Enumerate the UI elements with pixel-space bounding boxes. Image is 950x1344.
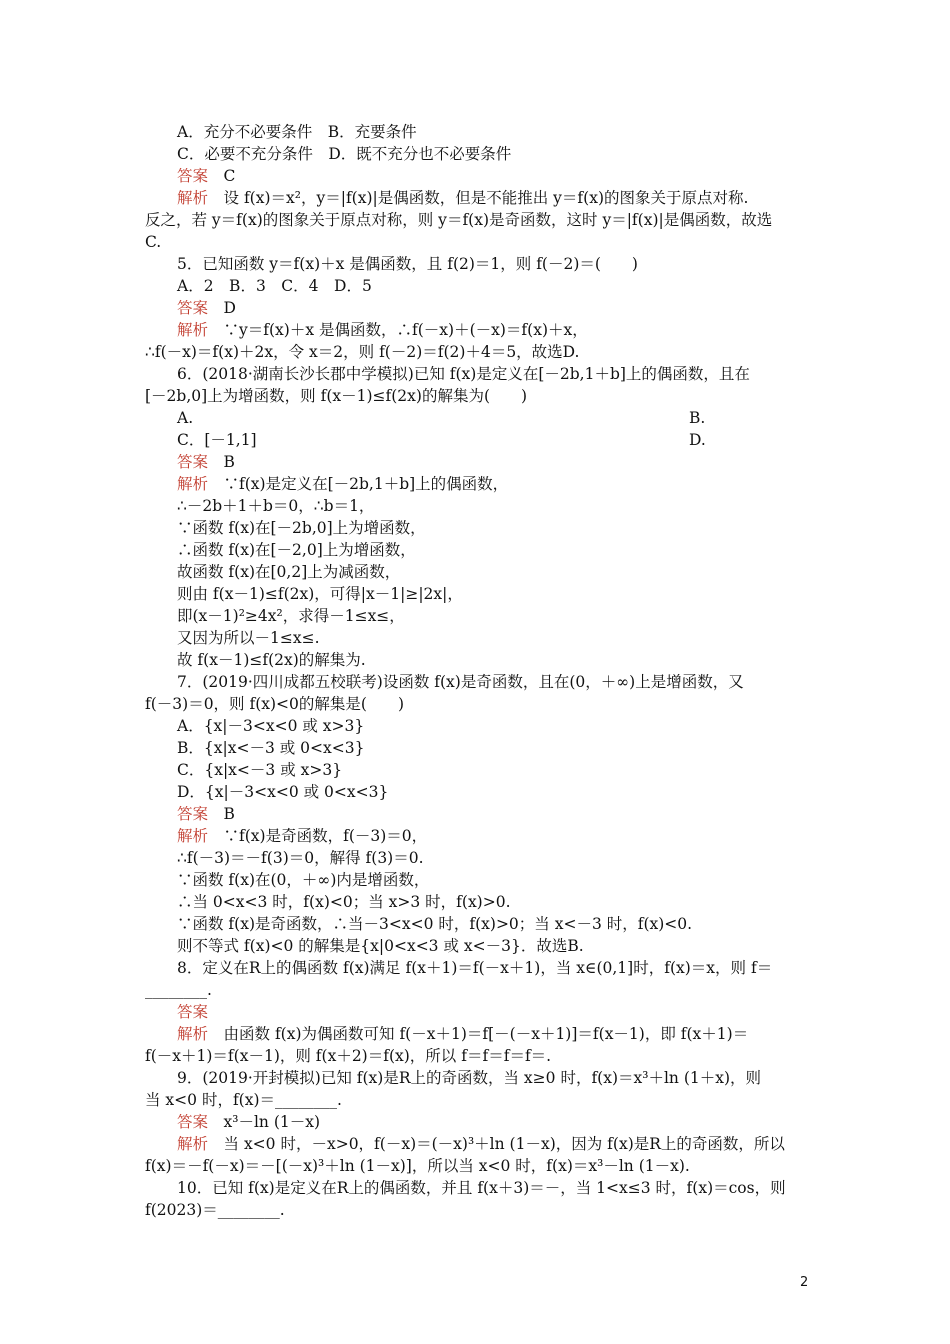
line-text: ________. <box>145 981 212 999</box>
text-line <box>145 341 579 363</box>
text-line <box>177 1177 786 1199</box>
text-line <box>177 715 364 737</box>
text-line <box>177 561 400 583</box>
line-text: 则由 f(x－1)≤f(2x)，可得|x－1|≥|2x|， <box>177 585 463 603</box>
line-text: [－2b,0]上为增函数，则 f(x－1)≤f(2x)的解集为( ) <box>145 387 528 405</box>
text-line <box>177 627 320 649</box>
line-text: 则不等式 f(x)<0 的解集是{x|0<x<3 或 x<－3}．故选B. <box>177 937 584 955</box>
text-line <box>177 583 463 605</box>
text-line <box>177 495 374 517</box>
line-text: ∵y＝f(x)＋x 是偶函数，∴f(－x)＋(－x)＝f(x)＋x， <box>208 321 588 339</box>
text-line <box>177 913 692 935</box>
text-line <box>177 1133 785 1155</box>
text-line <box>177 473 508 495</box>
line-text: ∵函数 f(x)是奇函数，∴当－3<x<0 时，f(x)>0；当 x<－3 时，f(x)<0. <box>177 915 693 933</box>
line-text: B <box>208 805 235 823</box>
line-text: ∴函数 f(x)在[－2,0]上为增函数， <box>177 541 416 559</box>
line-text: 设 f(x)＝x²，y＝|f(x)|是偶函数，但是不能推出 y＝f(x)的图象关于原点对称. <box>208 189 749 207</box>
text-line <box>177 671 744 693</box>
line-text: 9．(2019·开封模拟)已知 f(x)是R上的奇函数，当 x≥0 时，f(x)＝x³＋ln (1＋x)，则 <box>177 1069 762 1087</box>
line-text: 即(x－1)²≥4x²，求得－1≤x≤， <box>177 607 405 625</box>
analysis-label: 解析 <box>177 1025 209 1043</box>
line-text: 由函数 f(x)为偶函数可知 f(－x＋1)＝f[－(－x＋1)]＝f(x－1)，即 f(x＋1)＝ <box>208 1025 749 1043</box>
line-text: ∵f(x)是奇函数，f(－3)＝0， <box>208 827 428 845</box>
line-text: ∴当 0<x<3 时，f(x)<0；当 x>3 时，f(x)>0. <box>177 893 511 911</box>
line-text: 6．(2018·湖南长沙长郡中学模拟)已知 f(x)是定义在[－2b,1＋b]上的偶函数，且在 <box>177 365 750 383</box>
line-text: x³－ln (1－x) <box>208 1113 321 1131</box>
analysis-label: 解析 <box>177 475 209 493</box>
line-text: ∴f(－3)＝－f(3)＝0，解得 f(3)＝0. <box>177 849 424 867</box>
analysis-label: 解析 <box>177 1135 209 1153</box>
text-line <box>177 781 388 803</box>
text-line <box>177 297 236 319</box>
text-line <box>177 649 366 671</box>
text-line <box>145 1089 342 1111</box>
line-text: 7．(2019·四川成都五校联考)设函数 f(x)是奇函数，且在(0，＋∞)上是增函数，又 <box>177 673 744 691</box>
text-line <box>145 209 772 231</box>
line-text: A．{x|－3<x<0 或 x>3} <box>177 717 365 735</box>
text-line <box>145 979 212 1001</box>
text-line <box>145 231 161 253</box>
line-text: ∵函数 f(x)在(0，＋∞)内是增函数， <box>177 871 430 889</box>
text-line <box>177 957 772 979</box>
text-line <box>177 825 427 847</box>
line-text: 8．定义在R上的偶函数 f(x)满足 f(x＋1)＝f(－x＋1)，当 x∈(0,1]时，f(x)＝x，则 f＝ <box>177 959 773 977</box>
page-number: 2 <box>800 1275 809 1290</box>
text-line <box>145 1155 690 1177</box>
text-line <box>145 1199 285 1221</box>
line-text: C．必要不充分条件 D．既不充分也不必要条件 <box>177 145 512 163</box>
text-line <box>177 869 429 891</box>
text-line <box>177 319 588 341</box>
analysis-label: 解析 <box>177 321 209 339</box>
answer-label: 答案 <box>177 1113 209 1131</box>
line-text: 当 x<0 时，f(x)＝________. <box>145 1091 342 1109</box>
line-text: B <box>208 453 235 471</box>
text-line <box>177 451 235 473</box>
text-line <box>145 385 527 407</box>
text-line <box>177 1023 748 1045</box>
text-line <box>177 363 750 385</box>
line-text: C．{x|x<－3 或 x>3} <box>177 761 343 779</box>
text-line <box>177 429 706 451</box>
line-text: 反之，若 y＝f(x)的图象关于原点对称，则 y＝f(x)是奇函数，这时 y＝|f(x)|是偶函数，故选 <box>145 211 773 229</box>
option-right: D. <box>689 431 706 449</box>
text-line <box>177 187 748 209</box>
line-text: ∵f(x)是定义在[－2b,1＋b]上的偶函数， <box>208 475 509 493</box>
text-line <box>177 539 416 561</box>
line-text: C. <box>145 233 162 251</box>
text-line <box>177 935 584 957</box>
answer-label: 答案 <box>177 167 209 185</box>
option-right: B. <box>689 409 706 427</box>
text-line <box>145 693 404 715</box>
line-text: f(－3)＝0，则 f(x)<0的解集是( ) <box>145 695 404 713</box>
text-line <box>177 1067 761 1089</box>
line-text: 故 f(x－1)≤f(2x)的解集为. <box>177 651 366 669</box>
line-text: 10．已知 f(x)是定义在R上的偶函数，并且 f(x＋3)＝－，当 1<x≤3 时，f(x)＝cos，则 <box>177 1179 786 1197</box>
line-text: D．{x|－3<x<0 或 0<x<3} <box>177 783 389 801</box>
answer-label: 答案 <box>177 453 209 471</box>
analysis-label: 解析 <box>177 827 209 845</box>
line-text: 又因为所以－1≤x≤. <box>177 629 320 647</box>
text-line <box>177 1111 320 1133</box>
line-text: f(2023)＝________. <box>145 1201 285 1219</box>
text-line <box>177 121 417 143</box>
answer-label: 答案 <box>177 805 209 823</box>
text-line <box>145 1045 551 1067</box>
text-line <box>177 275 372 297</box>
line-text: ∴f(－x)＝f(x)＋2x，令 x＝2，则 f(－2)＝f(2)＋4＝5，故选D. <box>145 343 580 361</box>
text-line <box>177 253 638 275</box>
analysis-label: 解析 <box>177 189 209 207</box>
line-text: 故函数 f(x)在[0,2]上为减函数， <box>177 563 401 581</box>
line-text: ∴－2b＋1＋b＝0，∴b＝1， <box>177 497 375 515</box>
line-text: C <box>208 167 236 185</box>
text-line <box>177 517 426 539</box>
answer-label: 答案 <box>177 299 209 317</box>
line-text: 5．已知函数 y＝f(x)＋x 是偶函数，且 f(2)＝1，则 f(－2)＝( ) <box>177 255 638 273</box>
text-line <box>177 803 235 825</box>
line-text: A．2 B．3 C．4 D．5 <box>177 277 372 295</box>
text-line <box>177 891 511 913</box>
line-text: 当 x<0 时，－x>0，f(－x)＝(－x)³＋ln (1－x)，因为 f(x)是R上的奇函数，所以 <box>208 1135 785 1153</box>
text-line <box>177 737 364 759</box>
line-text: B．{x|x<－3 或 0<x<3} <box>177 739 365 757</box>
text-line <box>177 605 405 627</box>
line-text: A. <box>177 409 194 427</box>
line-text: ∵函数 f(x)在[－2b,0]上为增函数， <box>177 519 426 537</box>
line-text: D <box>208 299 236 317</box>
line-text: A．充分不必要条件 B．充要条件 <box>177 123 417 141</box>
line-text: f(x)＝－f(－x)＝－[(－x)³＋ln (1－x)]，所以当 x<0 时，f(x)＝x³－ln (1－x). <box>145 1157 690 1175</box>
text-line <box>177 407 706 429</box>
line-text: C．[－1,1] <box>177 431 257 449</box>
answer-label: 答案 <box>177 1003 209 1021</box>
text-line <box>177 1001 208 1023</box>
text-line <box>177 847 424 869</box>
text-line <box>177 165 235 187</box>
text-line <box>177 759 342 781</box>
line-text: f(－x＋1)＝f(x－1)，则 f(x＋2)＝f(x)，所以 f＝f＝f＝f＝. <box>145 1047 552 1065</box>
text-line <box>177 143 511 165</box>
